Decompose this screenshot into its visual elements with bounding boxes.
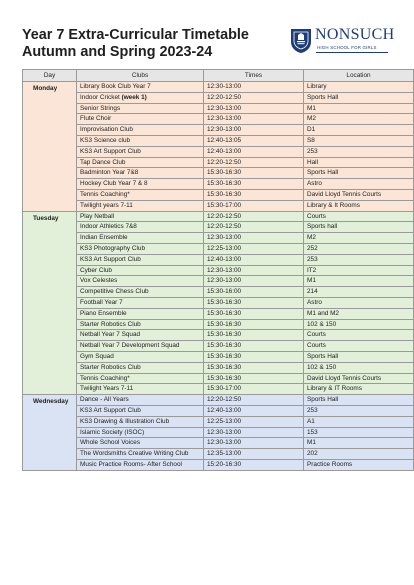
club-cell xyxy=(77,265,204,276)
club-cell xyxy=(77,427,204,438)
location-cell: 214 xyxy=(304,287,414,298)
location-cell: Astro xyxy=(304,297,414,308)
location-cell: 253 xyxy=(304,405,414,416)
location-cell: David Lloyd Tennis Courts xyxy=(304,189,414,200)
time-cell: 15:30-16:30 xyxy=(204,341,304,352)
location-cell: 202 xyxy=(304,449,414,460)
time-cell: 12:25-13:00 xyxy=(204,243,304,254)
school-crest-icon xyxy=(290,28,312,54)
club-name: Islamic Society (ISOC) xyxy=(80,428,145,436)
club-name: Twilight Years 7-11 xyxy=(80,385,134,393)
club-name: KS3 Art Support Club xyxy=(80,255,141,263)
time-cell: 12:20-12:50 xyxy=(204,222,304,233)
club-name: Netball Year 7 Squad xyxy=(80,331,141,339)
time-cell: 15:30-16:30 xyxy=(204,179,304,190)
club-name: Flute Choir xyxy=(80,115,112,123)
club-name: Dance - All Years xyxy=(80,396,129,404)
logo-rule xyxy=(316,52,388,53)
time-cell: 15:30-16:30 xyxy=(204,189,304,200)
location-cell: M1 xyxy=(304,103,414,114)
club-name: Competitive Chess Club xyxy=(80,288,149,296)
location-cell: Library & IT Rooms xyxy=(304,384,414,395)
location-cell: M2 xyxy=(304,233,414,244)
header-clubs: Clubs xyxy=(77,70,204,82)
club-week-note: (week 1) xyxy=(121,93,147,101)
location-cell: Courts xyxy=(304,211,414,222)
day-cell: Tuesday xyxy=(23,211,77,395)
club-cell xyxy=(77,319,204,330)
title-line-1: Year 7 Extra-Curricular Timetable xyxy=(22,27,249,43)
club-cell xyxy=(77,211,204,222)
club-cell xyxy=(77,341,204,352)
location-cell: Sports Hall xyxy=(304,351,414,362)
day-cell: Monday xyxy=(23,82,77,212)
club-cell xyxy=(77,362,204,373)
club-name: Hockey Club Year 7 & 8 xyxy=(80,180,148,188)
time-cell: 15:30-16:30 xyxy=(204,168,304,179)
club-name: The Wordsmiths Creative Writing Club xyxy=(80,450,189,458)
club-cell xyxy=(77,233,204,244)
club-name: KS3 Drawing & Illustration Club xyxy=(80,417,170,425)
club-name: Indian Ensemble xyxy=(80,234,128,242)
table-row xyxy=(23,189,414,200)
header-day: Day xyxy=(23,70,77,82)
time-cell: 15:30-16:00 xyxy=(204,287,304,298)
time-cell: 12:30-13:00 xyxy=(204,265,304,276)
club-cell xyxy=(77,103,204,114)
club-cell xyxy=(77,82,204,93)
club-name: Twilight years 7-11 xyxy=(80,201,133,209)
location-cell: M1 and M2 xyxy=(304,308,414,319)
table-row xyxy=(23,438,414,449)
club-cell xyxy=(77,189,204,200)
club-cell xyxy=(77,405,204,416)
club-name: Senior Strings xyxy=(80,104,121,112)
table-row xyxy=(23,405,414,416)
time-cell: 15:30-16:30 xyxy=(204,362,304,373)
location-cell: M1 xyxy=(304,438,414,449)
title-line-2: Autumn and Spring 2023-24 xyxy=(22,44,213,60)
table-row xyxy=(23,449,414,460)
club-cell xyxy=(77,416,204,427)
table-row xyxy=(23,395,414,406)
table-row xyxy=(23,233,414,244)
time-cell: 12:40-13:00 xyxy=(204,405,304,416)
table-row xyxy=(23,254,414,265)
time-cell: 15:20-16:30 xyxy=(204,459,304,470)
page-title xyxy=(22,27,249,61)
table-row xyxy=(23,276,414,287)
club-name: KS3 Photography Club xyxy=(80,244,146,252)
time-cell: 12:20-12:50 xyxy=(204,395,304,406)
club-cell xyxy=(77,351,204,362)
club-cell xyxy=(77,243,204,254)
location-cell: David Lloyd Tennis Courts xyxy=(304,373,414,384)
club-cell xyxy=(77,308,204,319)
club-cell xyxy=(77,287,204,298)
club-name: Starter Robotics Club xyxy=(80,320,141,328)
time-cell: 12:30-13:00 xyxy=(204,125,304,136)
time-cell: 12:30-13:00 xyxy=(204,103,304,114)
timetable-body xyxy=(23,82,414,471)
club-cell xyxy=(77,146,204,157)
club-name: Indoor Athletics 7&8 xyxy=(80,223,137,231)
table-row xyxy=(23,362,414,373)
table-row xyxy=(23,459,414,470)
club-name: Library Book Club Year 7 xyxy=(80,83,151,90)
club-name: Music Practice Rooms- After School xyxy=(80,460,182,468)
location-cell: A1 xyxy=(304,416,414,427)
time-cell: 12:30-13:00 xyxy=(204,276,304,287)
table-row xyxy=(23,319,414,330)
time-cell: 15:30-16:30 xyxy=(204,297,304,308)
club-cell xyxy=(77,459,204,470)
table-row xyxy=(23,179,414,190)
location-cell: 102 & 150 xyxy=(304,362,414,373)
table-row xyxy=(23,92,414,103)
time-cell: 12:40-13:00 xyxy=(204,254,304,265)
table-row xyxy=(23,351,414,362)
table-row xyxy=(23,146,414,157)
club-name: Improvisation Club xyxy=(80,126,133,134)
table-row xyxy=(23,103,414,114)
club-name: KS3 Science club xyxy=(80,136,131,144)
club-cell xyxy=(77,157,204,168)
table-row xyxy=(23,114,414,125)
table-row xyxy=(23,297,414,308)
location-cell: Practice Rooms xyxy=(304,459,414,470)
location-cell: IT2 xyxy=(304,265,414,276)
club-cell xyxy=(77,200,204,211)
time-cell: 15:30-16:30 xyxy=(204,330,304,341)
club-cell xyxy=(77,254,204,265)
club-name: KS3 Art Support Club xyxy=(80,406,141,414)
school-name: NONSUCH xyxy=(315,26,395,43)
table-row xyxy=(23,265,414,276)
club-cell xyxy=(77,449,204,460)
club-name: Whole School Voices xyxy=(80,439,141,447)
club-name: Tennis Coaching* xyxy=(80,374,130,382)
table-row xyxy=(23,330,414,341)
time-cell: 12:40-13:00 xyxy=(204,146,304,157)
time-cell: 15:30-17:00 xyxy=(204,200,304,211)
location-cell: Library & It Rooms xyxy=(304,200,414,211)
table-row xyxy=(23,168,414,179)
table-row xyxy=(23,384,414,395)
club-cell xyxy=(77,276,204,287)
timetable xyxy=(22,69,414,471)
table-row xyxy=(23,243,414,254)
table-row xyxy=(23,416,414,427)
location-cell: Courts xyxy=(304,330,414,341)
time-cell: 15:30-17:00 xyxy=(204,384,304,395)
club-name: Indoor Cricket xyxy=(80,93,120,101)
table-row xyxy=(23,341,414,352)
location-cell: 153 xyxy=(304,427,414,438)
location-cell: Hall xyxy=(304,157,414,168)
location-cell: 102 & 150 xyxy=(304,319,414,330)
location-cell: D1 xyxy=(304,125,414,136)
time-cell: 15:30-16:30 xyxy=(204,351,304,362)
location-cell: M2 xyxy=(304,114,414,125)
club-name: Starter Robotics Club xyxy=(80,363,141,371)
time-cell: 12:20-12:50 xyxy=(204,92,304,103)
table-row xyxy=(23,211,414,222)
location-cell: M1 xyxy=(304,276,414,287)
header-times: Times xyxy=(204,70,304,82)
time-cell: 12:30-13:00 xyxy=(204,427,304,438)
header-location: Location xyxy=(304,70,414,82)
table-row xyxy=(23,287,414,298)
table-row xyxy=(23,135,414,146)
table-row xyxy=(23,200,414,211)
table-row xyxy=(23,82,414,93)
time-cell: 12:20-12:50 xyxy=(204,211,304,222)
location-cell: Astro xyxy=(304,179,414,190)
location-cell: Library xyxy=(304,82,414,93)
time-cell: 15:30-16:30 xyxy=(204,373,304,384)
club-name: KS3 Art Support Club xyxy=(80,147,141,155)
club-name: Gym Squad xyxy=(80,352,114,360)
location-cell: Sports Hall xyxy=(304,395,414,406)
location-cell: Courts xyxy=(304,341,414,352)
club-name: Tap Dance Club xyxy=(80,158,126,166)
club-name: Vox Celestes xyxy=(80,277,118,285)
time-cell: 12:20-12:50 xyxy=(204,157,304,168)
time-cell: 12:30-13:00 xyxy=(204,82,304,93)
table-row xyxy=(23,222,414,233)
location-cell: 253 xyxy=(304,146,414,157)
time-cell: 12:30-13:00 xyxy=(204,438,304,449)
location-cell: Sports Hall xyxy=(304,168,414,179)
club-cell xyxy=(77,135,204,146)
time-cell: 15:30-16:30 xyxy=(204,319,304,330)
club-cell xyxy=(77,222,204,233)
club-cell xyxy=(77,179,204,190)
club-name: Badminton Year 7&8 xyxy=(80,169,139,177)
location-cell: Sports Hall xyxy=(304,92,414,103)
club-name: Cyber Club xyxy=(80,266,112,274)
club-name: Tennis Coaching* xyxy=(80,190,130,198)
location-cell: 252 xyxy=(304,243,414,254)
club-cell xyxy=(77,114,204,125)
club-name: Football Year 7 xyxy=(80,298,123,306)
club-name: Piano Ensemble xyxy=(80,309,127,317)
table-row xyxy=(23,157,414,168)
club-cell xyxy=(77,438,204,449)
time-cell: 12:35-13:00 xyxy=(204,449,304,460)
table-row xyxy=(23,373,414,384)
club-cell xyxy=(77,384,204,395)
time-cell: 12:30-13:00 xyxy=(204,114,304,125)
school-subtitle: HIGH SCHOOL FOR GIRLS xyxy=(317,45,377,50)
club-cell xyxy=(77,168,204,179)
table-row xyxy=(23,308,414,319)
club-cell xyxy=(77,330,204,341)
table-row xyxy=(23,427,414,438)
time-cell: 12:40-13:05 xyxy=(204,135,304,146)
time-cell: 12:30-13:00 xyxy=(204,233,304,244)
time-cell: 15:30-16:30 xyxy=(204,308,304,319)
club-cell xyxy=(77,125,204,136)
club-cell xyxy=(77,92,204,103)
day-cell: Wednesday xyxy=(23,395,77,471)
table-row xyxy=(23,125,414,136)
club-name: Play Netball xyxy=(80,212,115,220)
location-cell: 253 xyxy=(304,254,414,265)
table-header-row xyxy=(23,70,414,82)
club-cell xyxy=(77,395,204,406)
location-cell: Sports hall xyxy=(304,222,414,233)
club-cell xyxy=(77,297,204,308)
time-cell: 12:25-13:00 xyxy=(204,416,304,427)
school-logo xyxy=(290,25,395,65)
location-cell: S8 xyxy=(304,135,414,146)
club-name: Netball Year 7 Development Squad xyxy=(80,342,180,350)
club-cell xyxy=(77,373,204,384)
